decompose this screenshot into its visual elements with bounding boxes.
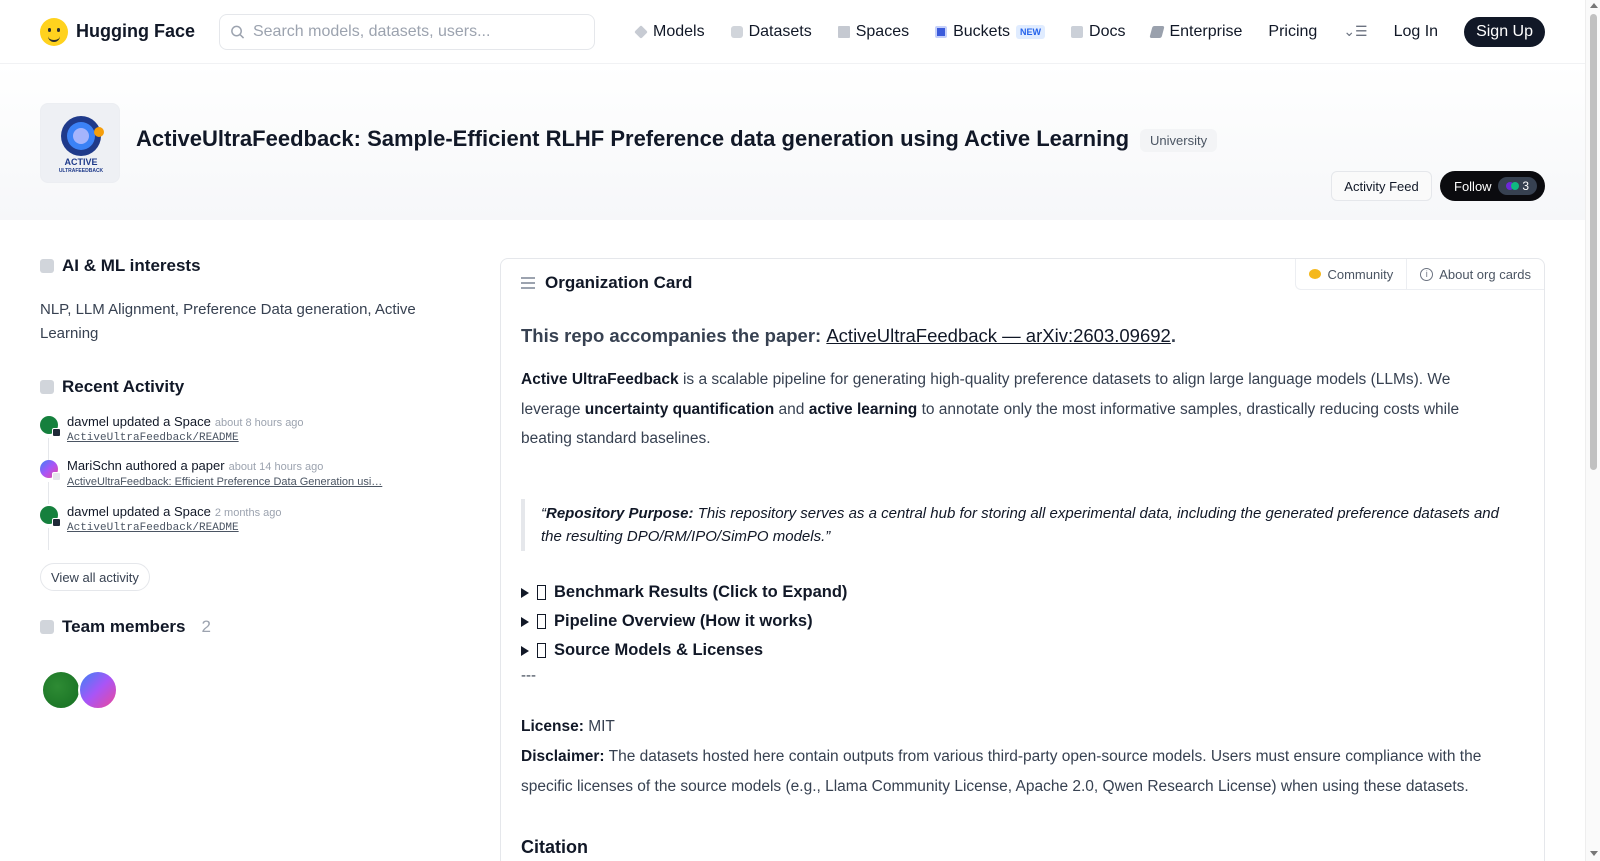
separator-text: --- xyxy=(521,667,536,684)
scroll-down-icon[interactable] xyxy=(1590,851,1598,856)
pipeline-overview-toggle[interactable] xyxy=(521,612,813,631)
summary-label: Benchmark Results (Click to Expand) xyxy=(554,583,848,601)
community-tab[interactable] xyxy=(1296,259,1406,289)
activity-user[interactable]: MariSchn xyxy=(67,458,122,473)
intro-bold-2: uncertainty quantification xyxy=(584,400,775,418)
quote-text: This repository serves as a central hub for storing all experimental data, including the generated preference datasets and the resulting DPO/RM/IPO/SimPO models.” xyxy=(541,505,1499,545)
activity-action: updated a Space xyxy=(112,504,211,519)
license-label: License: xyxy=(521,718,584,735)
search-icon xyxy=(230,24,245,40)
user-avatar[interactable] xyxy=(40,460,58,478)
nav-pricing-label: Pricing xyxy=(1268,22,1318,40)
card-tabs xyxy=(1295,259,1544,290)
new-badge: NEW xyxy=(1016,25,1045,39)
about-org-cards-tab[interactable] xyxy=(1406,259,1544,289)
purpose-blockquote xyxy=(521,499,1521,551)
nav-models[interactable] xyxy=(635,23,705,41)
disclaimer-paragraph xyxy=(521,742,1511,801)
license-line xyxy=(521,712,1511,742)
about-org-cards-label: About org cards xyxy=(1439,266,1531,282)
login-link[interactable] xyxy=(1394,23,1438,41)
nav-models-label: Models xyxy=(653,22,705,40)
org-logo-icon xyxy=(41,104,120,183)
intro-text-3: to annotate only the most informative samples, drastically reducing costs while beating standard baselines. xyxy=(521,400,1460,447)
team-member-avatar[interactable] xyxy=(78,670,118,710)
database-icon xyxy=(731,26,743,38)
activity-user[interactable]: davmel xyxy=(67,504,109,519)
nav-spaces[interactable] xyxy=(838,23,909,41)
nav-buckets-label: Buckets xyxy=(953,22,1011,40)
page-scrollbar[interactable] xyxy=(1585,0,1600,861)
svg-text:ULTRAFEEDBACK: ULTRAFEEDBACK xyxy=(58,168,104,174)
followers-avatars-icon xyxy=(1506,181,1518,191)
activity-user[interactable]: davmel xyxy=(67,414,109,429)
missing-glyph-icon xyxy=(537,643,546,658)
more-menu-icon[interactable]: ⌄☰ xyxy=(1343,23,1368,39)
nav-enterprise[interactable] xyxy=(1151,23,1242,41)
timeline-line xyxy=(48,528,49,550)
brand-name: Hugging Face xyxy=(76,21,196,41)
enterprise-icon xyxy=(1150,26,1165,38)
top-navbar xyxy=(0,0,1585,64)
benchmark-results-toggle[interactable] xyxy=(521,583,847,602)
nav-docs[interactable] xyxy=(1071,23,1125,41)
summary-label: Source Models & Licenses xyxy=(554,641,764,659)
org-avatar xyxy=(40,103,120,183)
org-title: ActiveUltraFeedback: Sample-Efficient RLHF Preference data generation using Active Learning xyxy=(136,126,1130,151)
space-icon xyxy=(52,428,61,437)
recent-activity-title: Recent Activity xyxy=(62,377,185,396)
missing-glyph-icon xyxy=(537,585,546,600)
follow-button[interactable] xyxy=(1440,171,1545,201)
org-type-badge: University xyxy=(1140,129,1217,152)
activity-action: authored a paper xyxy=(125,458,225,473)
nav-spaces-label: Spaces xyxy=(855,22,910,40)
activity-feed-button[interactable] xyxy=(1331,171,1432,201)
interests-heading xyxy=(40,256,201,276)
intro-paragraph xyxy=(521,365,1511,454)
intro-text-2: and xyxy=(774,400,809,418)
activity-text xyxy=(67,458,323,473)
space-icon xyxy=(52,518,61,527)
timeline-line xyxy=(48,438,49,460)
team-member-avatar[interactable] xyxy=(41,670,81,710)
search-box[interactable] xyxy=(219,14,595,50)
activity-action: updated a Space xyxy=(112,414,211,429)
signup-label: Sign Up xyxy=(1476,22,1533,40)
follow-label: Follow xyxy=(1454,178,1492,194)
activity-target-link[interactable]: ActiveUltraFeedback/README xyxy=(67,522,239,534)
cube-icon xyxy=(634,25,648,39)
lead-suffix: . xyxy=(1170,325,1176,346)
nav-datasets[interactable] xyxy=(731,23,812,41)
user-avatar[interactable] xyxy=(40,416,58,434)
summary-label: Pipeline Overview (How it works) xyxy=(554,612,813,630)
team-members-count: 2 xyxy=(201,617,211,636)
view-all-activity-button[interactable]: View all activity xyxy=(40,563,150,591)
nav-docs-label: Docs xyxy=(1089,22,1126,40)
card-title xyxy=(521,273,692,293)
nav-datasets-label: Datasets xyxy=(748,22,812,40)
expand-triangle-icon xyxy=(521,646,529,656)
list-icon xyxy=(521,277,535,289)
team-members-heading xyxy=(40,617,211,637)
expand-triangle-icon xyxy=(521,617,529,627)
activity-icon xyxy=(40,380,54,394)
activity-time: about 8 hours ago xyxy=(214,417,304,429)
activity-time: 2 months ago xyxy=(214,507,282,519)
license-value: MIT xyxy=(583,718,615,735)
timeline-line xyxy=(48,482,49,504)
scroll-up-icon[interactable] xyxy=(1590,3,1598,8)
nav-pricing[interactable] xyxy=(1268,23,1317,41)
search-input[interactable] xyxy=(253,23,584,41)
follower-count xyxy=(1498,177,1537,195)
grid-icon xyxy=(838,26,850,38)
community-label: Community xyxy=(1327,266,1394,282)
paper-lead xyxy=(521,325,1176,347)
nav-buckets[interactable] xyxy=(935,23,1045,41)
citation-heading: Citation xyxy=(521,837,588,857)
nav-enterprise-label: Enterprise xyxy=(1169,22,1243,40)
activity-target-link[interactable]: ActiveUltraFeedback/README xyxy=(67,432,239,444)
community-icon xyxy=(1309,269,1321,279)
follower-count-value: 3 xyxy=(1522,179,1529,193)
recent-activity-heading xyxy=(40,377,184,397)
login-label: Log In xyxy=(1393,22,1439,40)
arxiv-paper-link[interactable]: ActiveUltraFeedback — arXiv:2603.09692 xyxy=(826,325,1171,346)
quote-open: “ xyxy=(541,505,546,522)
disclaimer-text: The datasets hosted here contain outputs from various third-party open-source models. Users must ensure compliance with the specific licenses of the source models (e.g., Llama Community License, Apache 2.0, Qwen Research License) when using these datasets. xyxy=(521,748,1482,795)
svg-text:ACTIVE: ACTIVE xyxy=(64,157,98,167)
interests-text: NLP, LLM Alignment, Preference Data generation, Active Learning xyxy=(40,301,416,342)
activity-text xyxy=(67,504,282,519)
activity-feed-label: Activity Feed xyxy=(1344,178,1419,194)
signup-button[interactable] xyxy=(1464,17,1545,47)
intro-text-1: is a scalable pipeline for generating high-quality preference datasets to align large language models (LLMs). We leverage xyxy=(521,371,1451,418)
nav-links xyxy=(635,17,1545,47)
disclaimer-label: Disclaimer: xyxy=(521,748,605,765)
book-icon xyxy=(1071,26,1083,38)
missing-glyph-icon xyxy=(537,614,546,629)
source-models-toggle[interactable] xyxy=(521,641,763,660)
card-title-text: Organization Card xyxy=(545,273,693,292)
intro-bold-3: active learning xyxy=(808,400,918,418)
scrollbar-thumb[interactable] xyxy=(1590,14,1597,470)
intro-bold-1: Active UltraFeedback xyxy=(521,371,679,388)
info-icon: i xyxy=(1420,268,1433,281)
activity-time: about 14 hours ago xyxy=(228,461,324,473)
interests-title: AI & ML interests xyxy=(62,256,201,275)
building-icon xyxy=(40,620,54,634)
hugging-face-logo-icon xyxy=(40,18,68,46)
team-members-title: Team members xyxy=(62,617,186,636)
quote-label: Repository Purpose: xyxy=(546,505,694,522)
user-avatar[interactable] xyxy=(40,506,58,524)
lead-prefix: This repo accompanies the paper: xyxy=(521,325,827,346)
logo-link[interactable] xyxy=(40,18,195,46)
activity-text xyxy=(67,414,304,429)
activity-target-link[interactable]: ActiveUltraFeedback: Efficient Preference Data Generation usi… xyxy=(67,476,383,488)
organization-card xyxy=(500,258,1545,861)
expand-triangle-icon xyxy=(521,588,529,598)
bucket-icon xyxy=(935,26,947,38)
paper-icon xyxy=(52,472,61,481)
microscope-icon xyxy=(40,259,54,273)
